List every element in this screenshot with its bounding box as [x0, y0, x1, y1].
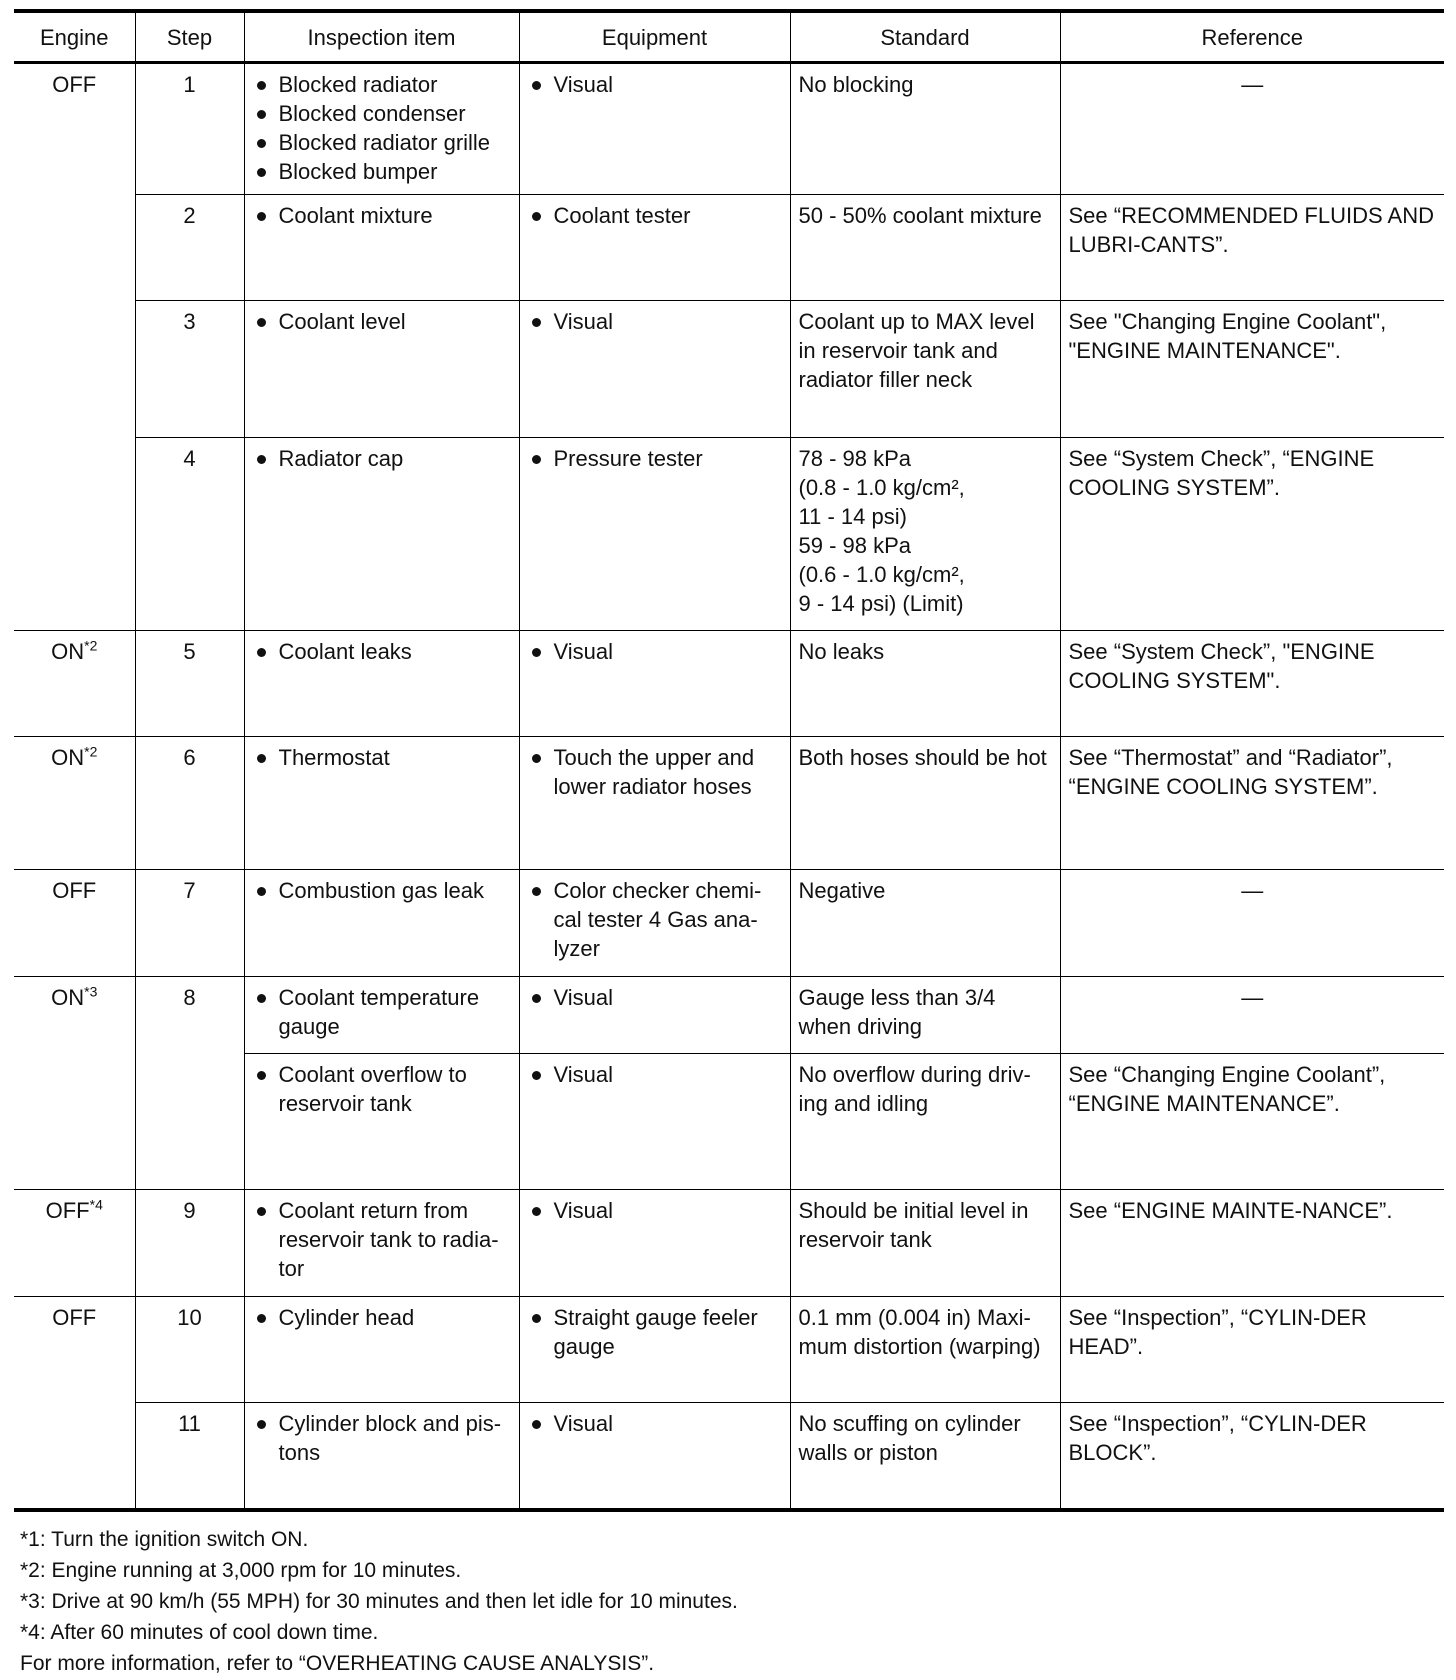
equipment: Visual [519, 63, 790, 195]
engine-state: OFF [14, 870, 135, 977]
engine-state: ON$^{*2}$ [14, 737, 135, 870]
standard: Negative [790, 870, 1060, 977]
equipment: Coolant tester [519, 195, 790, 301]
standard: No blocking [790, 63, 1060, 195]
inspection-item: Combustion gas leak [244, 870, 519, 977]
list-item: Blocked radiator grille [253, 128, 511, 157]
reference: See “System Check”, "ENGINE COOLING SYSTEM". [1060, 631, 1444, 737]
header-engine: Engine [14, 11, 135, 63]
footnote: *2: Engine running at 3,000 rpm for 10 minutes. [20, 1558, 462, 1582]
reference: See “ENGINE MAINTE-NANCE”. [1060, 1190, 1444, 1297]
inspection-item: Coolant overflow to reservoir tank [244, 1054, 519, 1190]
footnote: *3: Drive at 90 km/h (55 MPH) for 30 minutes and then let idle for 10 minutes. [20, 1589, 738, 1613]
standard: No scuffing on cylinder walls or piston [790, 1403, 1060, 1510]
table-row [14, 438, 1444, 631]
engine-state: OFF$^{*4}$ [14, 1190, 135, 1297]
engine-state: OFF [14, 63, 135, 631]
bullet-icon [532, 1420, 541, 1429]
equipment: Color checker chemi-cal tester 4 Gas ana-lyzer [519, 870, 790, 977]
header-standard: Standard [790, 11, 1060, 63]
standard: Both hoses should be hot [790, 737, 1060, 870]
footnote-more-info: For more information, refer to “OVERHEATING CAUSE ANALYSIS”. [20, 1651, 655, 1675]
table-row [14, 63, 1444, 195]
table-row [14, 195, 1444, 301]
table-row [14, 1403, 1444, 1510]
bullet-icon [532, 887, 541, 896]
reference: See “Thermostat” and “Radiator”, “ENGINE COOLING SYSTEM”. [1060, 737, 1444, 870]
reference: See "Changing Engine Coolant", "ENGINE MAINTENANCE". [1060, 301, 1444, 438]
inspection-item: Coolant leaks [244, 631, 519, 737]
standard: 78 - 98 kPa (0.8 - 1.0 kg/cm², 11 - 14 psi) 59 - 98 kPa (0.6 - 1.0 kg/cm², 9 - 14 psi) (Limit) [790, 438, 1060, 631]
list-item: Blocked condenser [253, 99, 511, 128]
bullet-icon [257, 754, 266, 763]
step-number: 11 [135, 1403, 244, 1510]
bullet-icon [532, 1314, 541, 1323]
bullet-icon [532, 212, 541, 221]
bullet-icon [257, 139, 266, 148]
standard: Should be initial level in reservoir tank [790, 1190, 1060, 1297]
inspection-item: Coolant temperature gauge [244, 977, 519, 1054]
bullet-icon [257, 1071, 266, 1080]
bullet-icon [532, 81, 541, 90]
footnote: *4: After 60 minutes of cool down time. [20, 1620, 379, 1644]
inspection-item: Coolant mixture [244, 195, 519, 301]
inspection-table [14, 9, 1444, 1512]
bullet-icon [257, 994, 266, 1003]
engine-state: ON$^{*2}$ [14, 631, 135, 737]
bullet-icon [532, 1207, 541, 1216]
equipment: Visual [519, 301, 790, 438]
step-number: 7 [135, 870, 244, 977]
equipment: Visual [519, 1190, 790, 1297]
step-number: 10 [135, 1297, 244, 1403]
bullet-icon [532, 1071, 541, 1080]
table-row [14, 977, 1444, 1054]
inspection-item [244, 63, 519, 195]
equipment: Visual [519, 1054, 790, 1190]
bullet-icon [257, 455, 266, 464]
equipment: Pressure tester [519, 438, 790, 631]
inspection-item: Cylinder block and pis-tons [244, 1403, 519, 1510]
inspection-item: Coolant return from reservoir tank to radia-tor [244, 1190, 519, 1297]
list-item: Blocked bumper [253, 157, 511, 186]
bullet-icon [532, 994, 541, 1003]
step-number: 9 [135, 1190, 244, 1297]
equipment: Touch the upper and lower radiator hoses [519, 737, 790, 870]
equipment: Visual [519, 631, 790, 737]
inspection-document [14, 9, 1444, 1679]
table-row [14, 870, 1444, 977]
footnotes [14, 1524, 1444, 1679]
bullet-icon [257, 318, 266, 327]
engine-state: OFF [14, 1297, 135, 1510]
standard: No overflow during driv-ing and idling [790, 1054, 1060, 1190]
bullet-icon [532, 754, 541, 763]
standard: Gauge less than 3/4 when driving [790, 977, 1060, 1054]
footnote: *1: Turn the ignition switch ON. [20, 1527, 309, 1551]
reference: — [1060, 977, 1444, 1054]
inspection-item: Thermostat [244, 737, 519, 870]
bullet-icon [257, 1314, 266, 1323]
bullet-icon [532, 455, 541, 464]
step-number: 1 [135, 63, 244, 195]
reference: — [1060, 63, 1444, 195]
bullet-icon [257, 81, 266, 90]
step-number: 3 [135, 301, 244, 438]
header-reference: Reference [1060, 11, 1444, 63]
header-row [14, 11, 1444, 63]
header-step: Step [135, 11, 244, 63]
equipment: Visual [519, 977, 790, 1054]
bullet-icon [532, 648, 541, 657]
list-item: Blocked radiator [253, 70, 511, 99]
step-number: 2 [135, 195, 244, 301]
step-number: 4 [135, 438, 244, 631]
equipment: Visual [519, 1403, 790, 1510]
reference: — [1060, 870, 1444, 977]
step-number: 8 [135, 977, 244, 1190]
table-row [14, 631, 1444, 737]
table-row [14, 301, 1444, 438]
bullet-icon [257, 212, 266, 221]
standard: Coolant up to MAX level in reservoir tank and radiator filler neck [790, 301, 1060, 438]
engine-state: ON$^{*3}$ [14, 977, 135, 1190]
bullet-icon [257, 168, 266, 177]
table-row [14, 1190, 1444, 1297]
reference: See “System Check”, “ENGINE COOLING SYSTEM”. [1060, 438, 1444, 631]
standard: 0.1 mm (0.004 in) Maxi-mum distortion (warping) [790, 1297, 1060, 1403]
bullet-icon [257, 887, 266, 896]
reference: See “Inspection”, “CYLIN-DER BLOCK”. [1060, 1403, 1444, 1510]
standard: 50 - 50% coolant mixture [790, 195, 1060, 301]
step-number: 5 [135, 631, 244, 737]
table-row [14, 737, 1444, 870]
inspection-item: Coolant level [244, 301, 519, 438]
standard: No leaks [790, 631, 1060, 737]
header-inspection-item: Inspection item [244, 11, 519, 63]
bullet-icon [257, 1420, 266, 1429]
step-number: 6 [135, 737, 244, 870]
reference: See “RECOMMENDED FLUIDS AND LUBRI-CANTS”. [1060, 195, 1444, 301]
bullet-icon [532, 318, 541, 327]
inspection-item: Radiator cap [244, 438, 519, 631]
bullet-icon [257, 648, 266, 657]
bullet-icon [257, 110, 266, 119]
inspection-item: Cylinder head [244, 1297, 519, 1403]
table-row [14, 1297, 1444, 1403]
bullet-icon [257, 1207, 266, 1216]
header-equipment: Equipment [519, 11, 790, 63]
reference: See “Changing Engine Coolant”, “ENGINE MAINTENANCE”. [1060, 1054, 1444, 1190]
equipment: Straight gauge feeler gauge [519, 1297, 790, 1403]
reference: See “Inspection”, “CYLIN-DER HEAD”. [1060, 1297, 1444, 1403]
